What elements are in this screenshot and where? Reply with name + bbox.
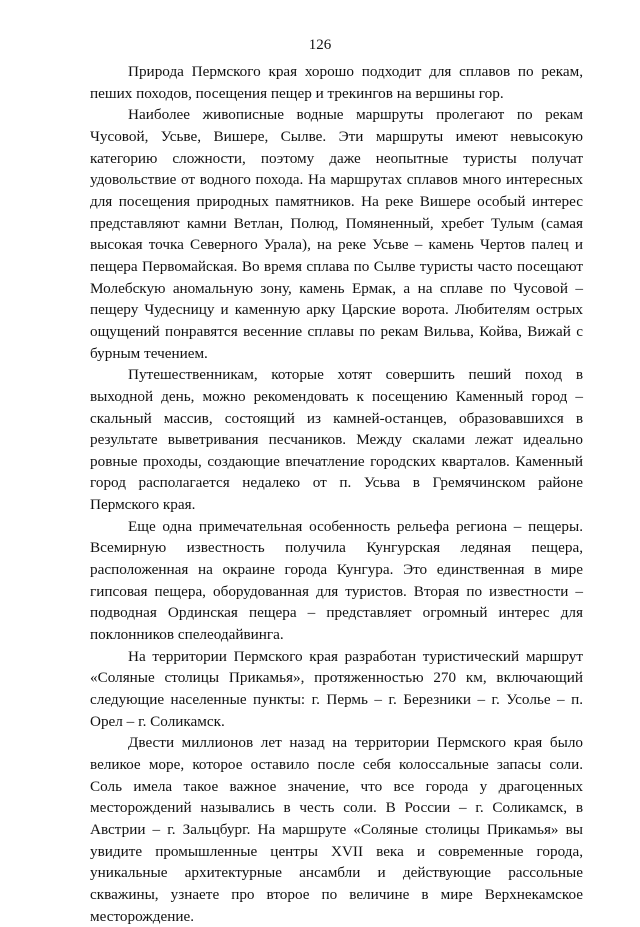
paragraph-water-routes: Наиболее живописные водные маршруты пролегают по рекам Чусовой, Усьве, Вишере, Сылве. Эти маршруты имеют невысокую категорию сложности, поэтому даже неопытные туристы получат удовольствие от водного похода. На маршрутах сплавов много интересных для посещения природных памятников. На реке Вишере особый интерес представляют камни Ветлан, Полюд, Помяненный, хребет Тулым (самая высокая точка Северного Урала), на реке Усьве – камень Чертов палец и пещера Первомайская. Во время сплава по Сылве туристы часто посещают Молебскую аномальную зону, камень Ермак, а на сплаве по Чусовой – пещеру Чудесницу и каменную арку Царские ворота. Любителям острых ощущений понравятся весенние сплавы по рекам Вильва, Койва, Вижай с бурным течением. [90, 106, 583, 362]
paragraph-caves: Еще одна примечательная особенность рельефа региона – пещеры. Всемирную известность получила Кунгурская ледяная пещера, расположенная на окраине города Кунгура. Это единственная в мире гипсовая пещера, оборудованная для туристов. Вторая по известности – подводная Ординская пещера – представляет огромный интерес для поклонников спелеодайвинга. [90, 517, 583, 644]
paragraph-rafting-intro: Природа Пермского края хорошо подходит для сплавов по рекам, пеших походов, посещения пещер и трекингов на вершины гор. [90, 63, 583, 102]
paragraph-salt-history: Двести миллионов лет назад на территории Пермского края было великое море, которое оставило после себя колоссальные запасы соли. Соль имела такое важное значение, что все города у драгоценных месторождений назывались в честь соли. В России – г. Соликамск, в Австрии – г. Зальцбург. На маршруте «Соляные столицы Прикамья» вы увидите промышленные центры XVII века и современные города, уникальные архитектурные ансамбли и действующие рассольные скважины, узнаете про второе по величине в мире Верхнекамское месторождение. [90, 734, 583, 925]
paragraph-stone-city: Путешественникам, которые хотят совершить пеший поход в выходной день, можно рекомендовать к посещению Каменный город – скальный массив, состоящий из камней-останцев, образовавшихся в результате выветривания песчаников. Между скалами лежат идеально ровные проходы, создающие впечатление городских кварталов. Каменный город располагается недалеко от п. Усьва в Гремячинском районе Пермского края. [90, 366, 583, 514]
paragraph-salt-route: На территории Пермского края разработан туристический маршрут «Соляные столицы Прикамья», протяженностью 270 км, включающий следующие населенные пункты: г. Пермь – г. Березники – г. Усолье – п. Орел – г. Соликамск. [90, 647, 583, 730]
body-text [90, 61, 583, 927]
page-number: 126 [308, 37, 332, 53]
